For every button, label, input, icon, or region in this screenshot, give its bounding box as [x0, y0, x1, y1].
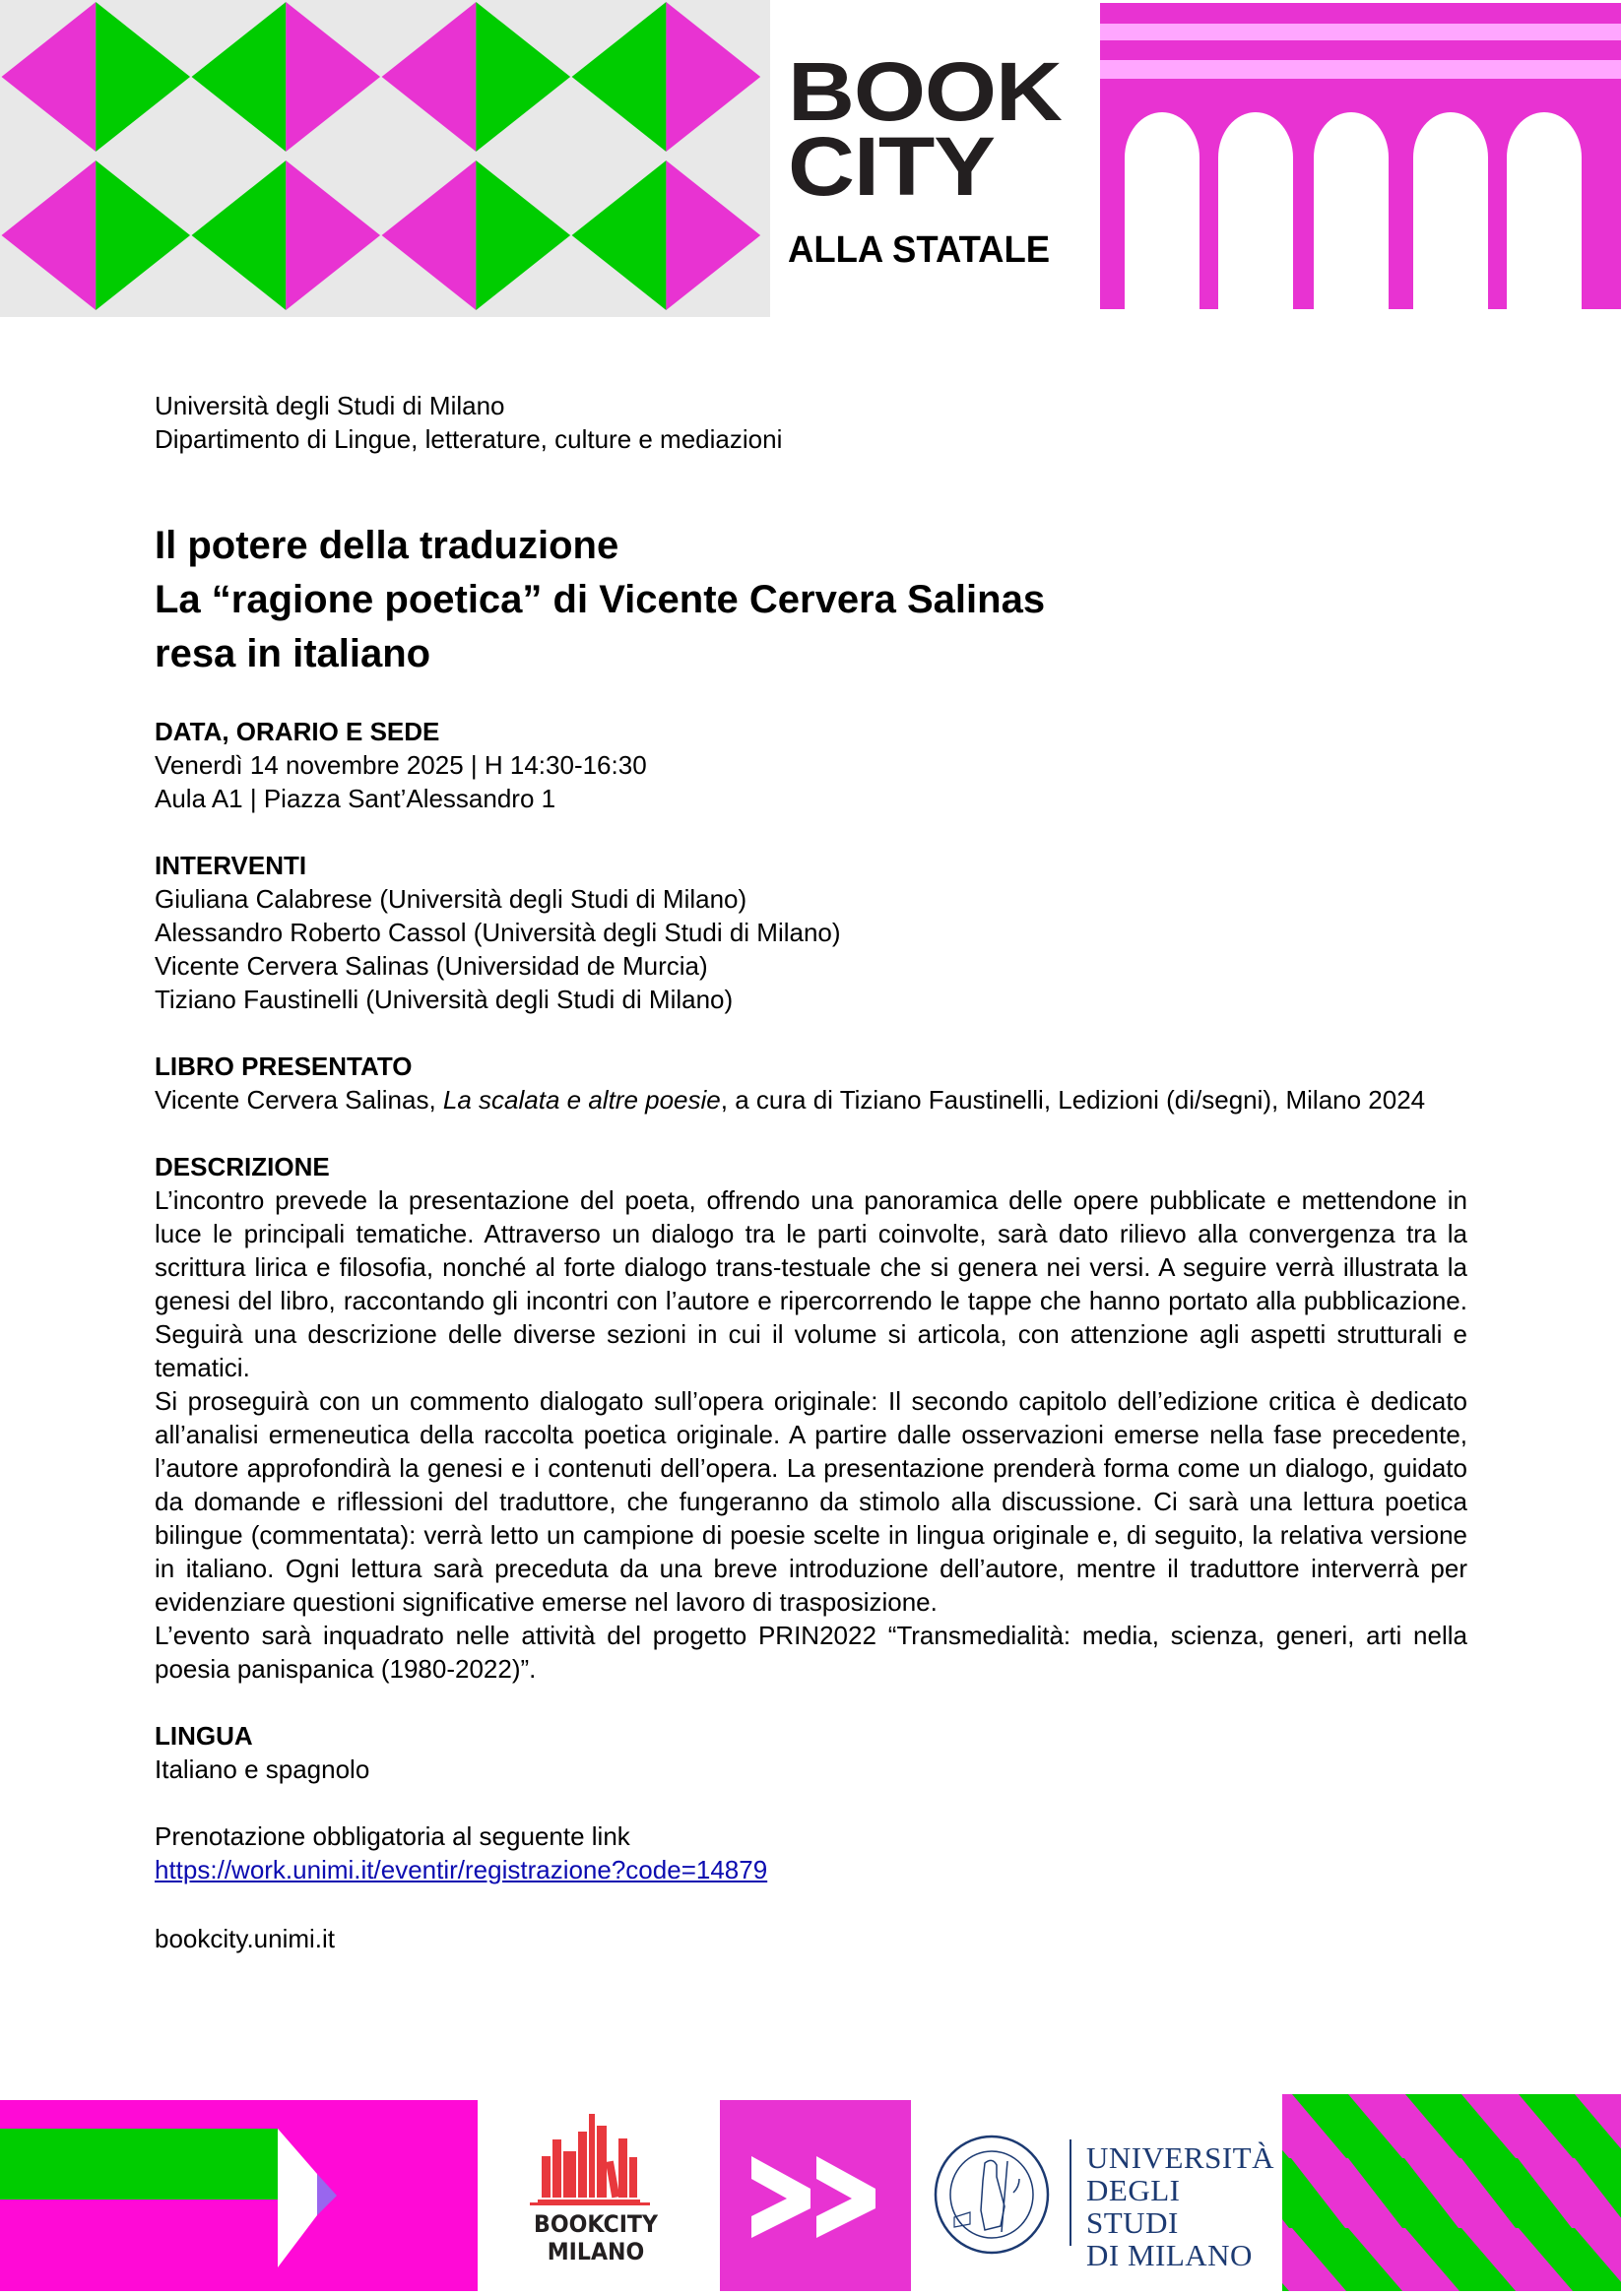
language-value: Italiano e spagnolo	[155, 1754, 370, 1784]
diamond-right-half	[666, 2, 760, 152]
bookcity-alla-statale-logo	[788, 45, 1103, 272]
university-seal-icon	[931, 2134, 1054, 2257]
registration-link[interactable]: https://work.unimi.it/eventir/registrazione?code=14879	[155, 1855, 768, 1884]
arch-opening	[1218, 112, 1293, 309]
fast-forward-icon	[720, 2100, 911, 2291]
logo-subtitle: ALLA STATALE	[788, 229, 1051, 271]
diagonal-stripes-graphic	[1282, 2094, 1621, 2291]
section-heading-description: DESCRIZIONE	[155, 1152, 330, 1181]
section-heading-speakers: INTERVENTI	[155, 851, 307, 880]
arcade-colonnade-graphic	[1100, 0, 1621, 309]
logo-word-book: BOOK	[788, 45, 1062, 138]
event-details	[155, 389, 1467, 1955]
diamond-left-half	[572, 2, 667, 152]
unimi-line-2: DEGLI STUDI	[1086, 2173, 1181, 2240]
diamond-left-half	[192, 160, 287, 310]
diamond-right-half	[286, 160, 380, 310]
speaker-item: Giuliana Calabrese (Università degli Studi di Milano)	[155, 884, 747, 914]
description-paragraph: Si proseguirà con un commento dialogato sull’opera originale: Il secondo capitolo dell’edizione critica è dedicato all’analisi ermeneutica della raccolta poetica originale. A partire dalle osservazioni emerse nella fase precedente, l’autore approfondirà la genesi e i contenuti dell’opera. La presentazione prenderà forma come un dialogo, guidato da domande e riflessioni del traduttore, che fungeranno da stimolo alla discussione. Ci sarà una lettura poetica bilingue (commentata): verrà letto un campione di poesie scelte in lingua originale e, di seguito, la relativa versione in italiano. Ogni lettura sarà preceduta da una breve introduzione dell’autore, mentre il traduttore interverrà per evidenziare questioni significative emerse nel lavoro di trasposizione.	[155, 1386, 1467, 1617]
speaker-item: Vicente Cervera Salinas (Universidad de Murcia)	[155, 951, 708, 981]
arrow-banner-icon	[0, 2100, 478, 2291]
bookshelf-icon	[512, 2112, 680, 2205]
diamond-left-half	[382, 160, 477, 310]
diamond-left-half	[382, 2, 477, 152]
arcade-icon	[1100, 0, 1621, 309]
book-title: La scalata e altre poesie	[442, 1085, 721, 1115]
university-name: Università degli Studi di Milano	[155, 391, 505, 420]
footer-arrow-graphic	[0, 2100, 478, 2291]
event-venue: Aula A1 | Piazza Sant’Alessandro 1	[155, 784, 556, 813]
diamond-pattern-graphic	[0, 0, 770, 317]
description-paragraph: L’incontro prevede la presentazione del poeta, offrendo una panoramica delle opere pubblicate e mettendone in luce le principali tematiche. Attraverso un dialogo tra le parti coinvolte, sarà dato rilievo alla convergenza tra la scrittura lirica e filosofia, nonché al forte dialogo trans-testuale che si genera nei versi. A seguire verrà illustrata la genesi del libro, raccontando gli incontri con l’autore e ripercorrendo le tappe che hanno portato alla pubblicazione. Seguirà una descrizione delle diverse sezioni in cui il volume si articola, con attenzione agli aspetti strutturali e tematici.	[155, 1185, 1467, 1382]
spacer	[155, 1886, 1467, 1920]
diamond-right-half	[96, 160, 190, 310]
section-heading-book: LIBRO PRESENTATO	[155, 1052, 413, 1081]
diamond-right-half	[476, 2, 570, 152]
bookcity-wordmark-line2: MILANO	[547, 2238, 645, 2265]
registration-label: Prenotazione obbligatoria al seguente link	[155, 1821, 630, 1851]
section-heading-language: LINGUA	[155, 1721, 253, 1751]
department-name: Dipartimento di Lingue, letterature, culture e mediazioni	[155, 424, 783, 454]
diamond-left-half	[572, 160, 667, 310]
fast-forward-tile	[720, 2100, 911, 2291]
bookcity-milano-logo	[512, 2112, 680, 2279]
diamond-right-half	[286, 2, 380, 152]
logo-word-city: CITY	[788, 120, 995, 213]
logo-divider	[1070, 2139, 1071, 2246]
arch-opening	[1413, 112, 1488, 309]
section-heading-date: DATA, ORARIO E SEDE	[155, 717, 440, 746]
diamond-right-half	[476, 160, 570, 310]
diamond-left-half	[2, 2, 97, 152]
header-diamond-pattern	[0, 0, 770, 317]
diamond-left-half	[2, 160, 97, 310]
description-paragraph: L’evento sarà inquadrato nelle attività del progetto PRIN2022 “Transmedialità: media, scienza, generi, arti nella poesia panispanica (1980-2022)”.	[155, 1621, 1467, 1684]
diamond-right-half	[666, 160, 760, 310]
unimi-logo	[931, 2132, 1274, 2272]
arch-opening	[1507, 112, 1582, 309]
footer-stripe-pattern	[1282, 2094, 1621, 2291]
title-line-3: resa in italiano	[155, 632, 431, 675]
unimi-wordmark	[1086, 2141, 1274, 2271]
spacer	[155, 1786, 1467, 1819]
website-url: bookcity.unimi.it	[155, 1924, 336, 1953]
title-line-2: La “ragione poetica” di Vicente Cervera Salinas	[155, 578, 1046, 621]
title-line-1: Il potere della traduzione	[155, 524, 619, 567]
bookcity-wordmark-line1: BOOKCITY	[534, 2210, 658, 2238]
arch-opening	[1314, 112, 1389, 309]
unimi-line-3: DI MILANO	[1086, 2238, 1253, 2272]
book-citation	[155, 1083, 1467, 1116]
event-title	[155, 519, 1467, 681]
book-publication-details: , a cura di Tiziano Faustinelli, Ledizioni (di/segni), Milano 2024	[720, 1085, 1426, 1115]
arch-opening	[1125, 112, 1200, 309]
speaker-item: Alessandro Roberto Cassol (Università degli Studi di Milano)	[155, 918, 841, 947]
speaker-item: Tiziano Faustinelli (Università degli Studi di Milano)	[155, 985, 734, 1014]
diamond-left-half	[192, 2, 287, 152]
event-date-time: Venerdì 14 novembre 2025 | H 14:30-16:30	[155, 750, 647, 780]
diamond-right-half	[96, 2, 190, 152]
unimi-line-1: UNIVERSITÀ	[1086, 2140, 1274, 2175]
book-author: Vicente Cervera Salinas,	[155, 1085, 443, 1115]
